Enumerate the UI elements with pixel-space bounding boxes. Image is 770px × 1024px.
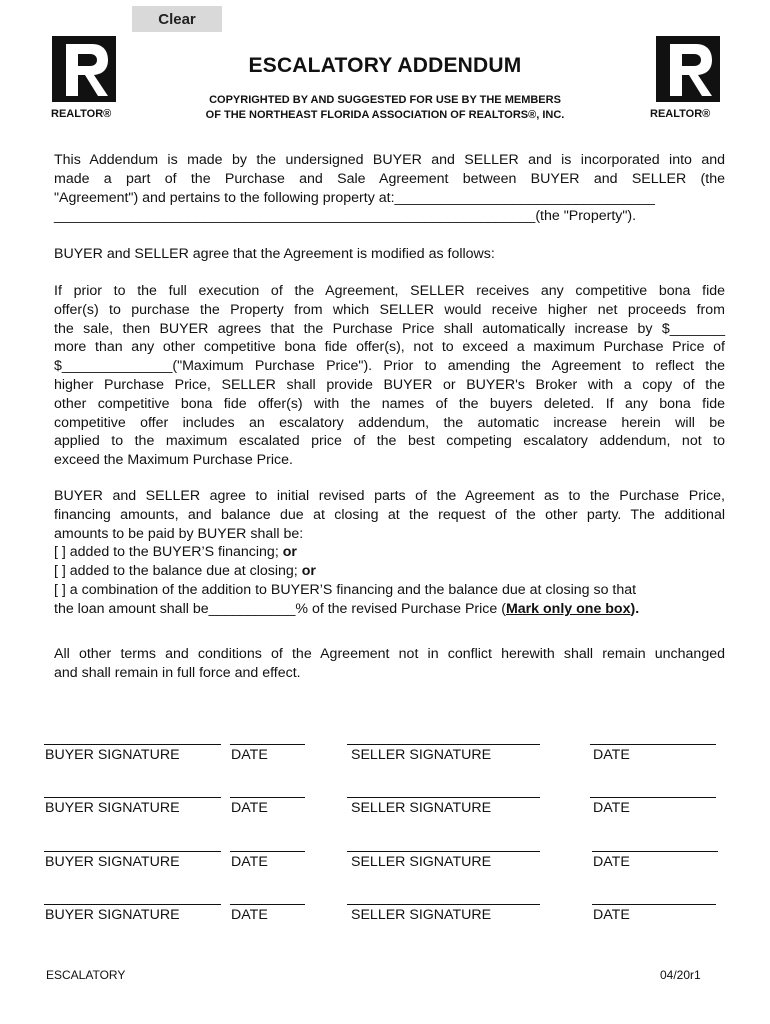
date-label: DATE (593, 907, 630, 923)
intro-line: made a part of the Purchase and Sale Agreement between BUYER and SELLER (the (54, 170, 725, 187)
buyer-signature-line[interactable] (44, 744, 221, 745)
initials-paragraph (54, 487, 725, 619)
document-title: ESCALATORY ADDENDUM (248, 54, 522, 77)
clear-button[interactable]: Clear (132, 6, 222, 32)
seller-date-line[interactable] (590, 797, 716, 798)
option-financing-checkbox[interactable] (54, 543, 725, 562)
date-label: DATE (231, 854, 268, 870)
date-label: DATE (593, 747, 630, 763)
seller-signature-line[interactable] (347, 904, 540, 905)
seller-date-line[interactable] (590, 744, 716, 745)
document-subtitle (0, 93, 770, 123)
initials-line: financing amounts, and balance due at closing at the request of the other party. The additional (54, 506, 725, 523)
escalation-line: exceed the Maximum Purchase Price. (54, 452, 293, 469)
closing-line: and shall remain in full force and effect. (54, 664, 301, 681)
seller-date-line[interactable] (592, 904, 716, 905)
seller-signature-label: SELLER SIGNATURE (351, 854, 492, 870)
date-label: DATE (593, 800, 630, 816)
subtitle-line-2: OF THE NORTHEAST FLORIDA ASSOCIATION OF REALTORS®, INC. (205, 109, 565, 121)
escalation-line: competitive offer includes an escalatory addendum, the automatic increase herein will be (54, 414, 725, 431)
modified-line: BUYER and SELLER agree that the Agreement is modified as follows: (54, 246, 495, 262)
mark-only-one-box: Mark only one box (505, 600, 631, 617)
loan-percent-field[interactable] (54, 600, 725, 619)
seller-signature-line[interactable] (347, 851, 540, 852)
or-label: or (301, 563, 316, 580)
escalation-line: higher Purchase Price, SELLER shall provide BUYER or BUYER's Broker with a copy of the (54, 376, 725, 393)
buyer-signature-label: BUYER SIGNATURE (45, 747, 180, 763)
seller-date-line[interactable] (592, 851, 718, 852)
escalation-line: other competitive bona fide offer(s) with the names of the buyers deleted. If any bona fide (54, 395, 725, 412)
seller-signature-line[interactable] (347, 744, 540, 745)
option-financing-label: [ ] added to the BUYER’S financing; (54, 544, 279, 561)
seller-signature-label: SELLER SIGNATURE (351, 747, 492, 763)
option-combination-checkbox[interactable]: [ ] a combination of the addition to BUYER’S financing and the balance due at closing so that (54, 581, 637, 598)
buyer-date-line[interactable] (230, 851, 305, 852)
maximum-price-field[interactable]: $______________("Maximum Purchase Price"). Prior to amending the Agreement to reflect the (54, 358, 725, 375)
escalation-increase-field[interactable]: the sale, then BUYER agrees that the Purchase Price shall automatically increase by $_______ (54, 320, 725, 337)
date-label: DATE (231, 747, 268, 763)
modified-statement (54, 245, 725, 264)
loan-percent-end: ). (630, 600, 640, 617)
seller-signature-label: SELLER SIGNATURE (351, 907, 492, 923)
buyer-date-line[interactable] (230, 744, 305, 745)
or-label: or (282, 544, 297, 561)
buyer-signature-label: BUYER SIGNATURE (45, 854, 180, 870)
buyer-signature-label: BUYER SIGNATURE (45, 907, 180, 923)
intro-paragraph (54, 151, 725, 226)
initials-line: BUYER and SELLER agree to initial revised parts of the Agreement as to the Purchase Price, (54, 488, 725, 504)
date-label: DATE (231, 800, 268, 816)
escalation-line: more than any other competitive bona fide offer(s), not to exceed a maximum Purchase Price of (54, 339, 725, 356)
intro-line: This Addendum is made by the undersigned BUYER and SELLER and is incorporated into and (54, 152, 725, 168)
buyer-signature-line[interactable] (44, 797, 221, 798)
buyer-signature-line[interactable] (44, 851, 221, 852)
property-address-field-2[interactable]: _____________________________________________________________(the "Property"). (54, 208, 637, 225)
buyer-date-line[interactable] (230, 904, 305, 905)
escalation-paragraph (54, 282, 725, 470)
escalation-line: offer(s) to purchase the Property from which SELLER would receive higher net proceeds from (54, 301, 725, 318)
escalation-line: If prior to the full execution of the Agreement, SELLER receives any competitive bona fide (54, 283, 725, 299)
date-label: DATE (593, 854, 630, 870)
closing-line: All other terms and conditions of the Agreement not in conflict herewith shall remain unchanged (54, 646, 725, 662)
footer-form-version: 04/20r1 (660, 968, 701, 982)
buyer-signature-line[interactable] (44, 904, 221, 905)
option-balance-checkbox[interactable] (54, 562, 725, 581)
closing-paragraph (54, 645, 725, 683)
footer-form-name: ESCALATORY (46, 968, 126, 982)
realtor-caption-right: REALTOR® (650, 108, 711, 120)
initials-line: amounts to be paid by BUYER shall be: (54, 525, 304, 542)
buyer-signature-label: BUYER SIGNATURE (45, 800, 180, 816)
loan-percent-text: the loan amount shall be___________% of the revised Purchase Price ( (54, 600, 506, 617)
buyer-date-line[interactable] (230, 797, 305, 798)
property-address-field[interactable]: "Agreement") and pertains to the following property at:_________________________________ (54, 189, 655, 206)
option-balance-label: [ ] added to the balance due at closing; (54, 563, 298, 580)
subtitle-line-1: COPYRIGHTED BY AND SUGGESTED FOR USE BY THE MEMBERS (209, 94, 561, 106)
date-label: DATE (231, 907, 268, 923)
seller-signature-line[interactable] (347, 797, 540, 798)
realtor-caption-left: REALTOR® (51, 108, 112, 120)
seller-signature-label: SELLER SIGNATURE (351, 800, 492, 816)
escalation-line: applied to the maximum escalated price of the best competing escalatory addendum, not to (54, 433, 725, 450)
